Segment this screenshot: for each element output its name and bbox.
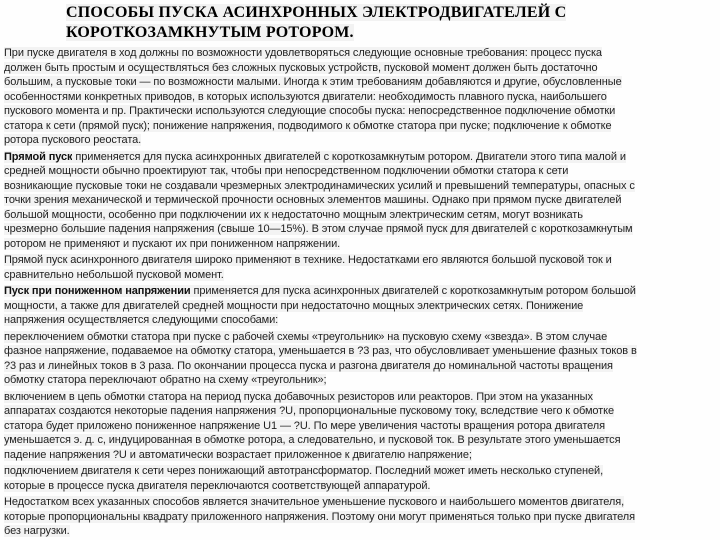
text-line-content: ротором не применяют и пускают их при пониженном напряжении. (4, 237, 341, 250)
text-line-content: уменьшается э. д. с, индуцированная в обмотке ротора, а следовательно, и пусковой ток. В результате этого уменьшается (4, 434, 621, 446)
text-line-content: большой мощности, особенно при подключении их к недостаточно мощным электрическим сетям, могут возникать (4, 208, 583, 221)
text-line (4, 373, 718, 388)
text-line (4, 268, 718, 283)
text-line (4, 448, 718, 463)
text-line-content: включением в цепь обмотки статора на период пуска добавочных резисторов или реакторов. При этом на указанных (4, 390, 593, 403)
page-title (0, 0, 720, 42)
text-line (4, 313, 718, 328)
text-line-content: без нагрузки. (4, 525, 70, 537)
text-line (4, 222, 718, 237)
text-line (4, 104, 718, 119)
text-line-content: переключением обмотки статора при пуске с рабочей схемы «треугольник» на пусковую схему «звезда». В этом случае (4, 330, 608, 343)
text-line-content: большим, а пусковые токи — по возможности малыми. Иногда к этим требованиям добавляются и другие, обусловленные (4, 76, 622, 88)
text-line (4, 344, 718, 359)
text-line (4, 133, 718, 148)
text-line (4, 330, 718, 345)
text-line-content: статора будет приложено пониженное напряжение U1 — ?U. По мере увеличения частоты вращения ротора двигателя (4, 419, 605, 432)
text-line-content: обмотку статора переключают обратно на схему «треугольник»; (4, 374, 327, 386)
text-line (4, 179, 718, 194)
text-line-content: применяется для пуска асинхронных двигателей с короткозамкнутым ротором большой (190, 285, 636, 297)
text-line (4, 119, 718, 134)
text-line (4, 237, 718, 252)
text-line (4, 495, 718, 510)
text-line-content: При пуске двигателя в ход должны по возможности удовлетворяться следующие основные требования: процесс пуска (4, 47, 602, 59)
text-line (4, 433, 718, 448)
text-line (4, 299, 718, 314)
text-line-content: которые в процессе пуска двигателя переключаются соответствующей аппаратурой. (4, 479, 431, 492)
text-line-content: аппаратах создаются некоторые падения напряжения ?U, пропорциональные пусковому току, вследствие чего к обмотке (4, 405, 614, 417)
text-line-content: мощности, а также для двигателей средней мощности при недостаточно мощных электрических сетях. Понижение (4, 299, 584, 312)
text-line-content: которые пропорциональны квадрату приложенного напряжения. Поэтому они могут применяться только при пуске двигателя (4, 510, 635, 523)
run-in-heading: Пуск при пониженном напряжении (4, 285, 191, 297)
run-in-heading: Прямой пуск (4, 150, 73, 163)
text-line (4, 61, 718, 76)
text-line (4, 164, 718, 179)
text-line (4, 284, 718, 299)
text-line (4, 150, 718, 165)
text-line (4, 208, 718, 223)
text-line (4, 90, 718, 105)
text-line-content: падение напряжения ?U и автоматически возрастает приложенное к двигателю напряжение; (4, 448, 472, 461)
text-line-content: средней мощности обычно проектируют так, чтобы при непосредственном подключении обмотки статора к сети (4, 165, 569, 177)
text-line (4, 464, 718, 479)
text-line (4, 359, 718, 374)
text-line-content: подключением двигателя к сети через понижающий автотрансформатор. Последний может иметь несколько ступеней, (4, 465, 604, 477)
text-line-content: должен быть простым и осуществляться без сложных пусковых устройств, пусковой момент должен быть достаточно (4, 61, 598, 74)
text-line-content: пускового момента и пр. Практически используются следующие способы пуска: непосредственное подключение обмотки (4, 105, 616, 117)
text-line-content: применяется для пуска асинхронных двигателей с короткозамкнутым ротором. Двигатели этого типа малой и (72, 150, 626, 163)
text-line-content: возникающие пусковые токи не создавали чрезмерных электродинамических усилий и превышений температуры, опасных с (4, 179, 635, 192)
text-line (4, 253, 718, 268)
text-line (4, 193, 718, 208)
text-line (4, 419, 718, 434)
document-body (0, 42, 720, 539)
text-line-content: сравнительно небольшой пусковой момент. (4, 268, 224, 281)
text-line (4, 75, 718, 90)
text-line-content: особенностями конкретных приводов, в которых используются двигатели: необходимость плавного пуска, наибольшего (4, 90, 607, 103)
text-line (4, 524, 718, 539)
text-line-content: Недостатком всех указанных способов является значительное уменьшение пускового и наибольшего моментов двигателя, (4, 496, 625, 508)
text-line-content: статора к сети (прямой пуск); понижение напряжения, подводимого к обмотке статора при пуске; подключение к обмотке (4, 119, 612, 132)
text-line-content: чрезмерно большие падения напряжения (свыше 10—15%). В этом случае прямой пуск для двигателей с короткозамкнутым (4, 223, 633, 235)
text-line (4, 46, 718, 61)
text-line-content: ротора пускового реостата. (4, 134, 142, 146)
text-line-content: точки зрения механической и термической прочности основных элементов машины. Однако при прямом пуске двигателей (4, 194, 622, 206)
text-line (4, 404, 718, 419)
text-line-content: Прямой пуск асинхронного двигателя широко применяют в технике. Недостатками его являются большой пусковой ток и (4, 254, 612, 266)
page-title-line-1: СПОСОБЫ ПУСКА АСИНХРОННЫХ ЭЛЕКТРОДВИГАТЕЛЕЙ С (66, 4, 567, 21)
text-line-content: напряжения осуществляется следующими способами: (4, 314, 279, 326)
text-line (4, 510, 718, 525)
page-title-line-2: КОРОТКОЗАМКНУТЫМ РОТОРОМ. (66, 23, 354, 41)
text-line-content: ?3 раз и линейных токов в 3 раза. По окончании процесса пуска и разгона двигателя до номинальной частоты вращения (4, 359, 613, 372)
text-line (4, 390, 718, 405)
text-line-content: фазное напряжение, подаваемое на обмотку статора, уменьшается в ?3 раз, что обусловливает уменьшение фазных токов в (4, 345, 637, 357)
text-line (4, 479, 718, 494)
